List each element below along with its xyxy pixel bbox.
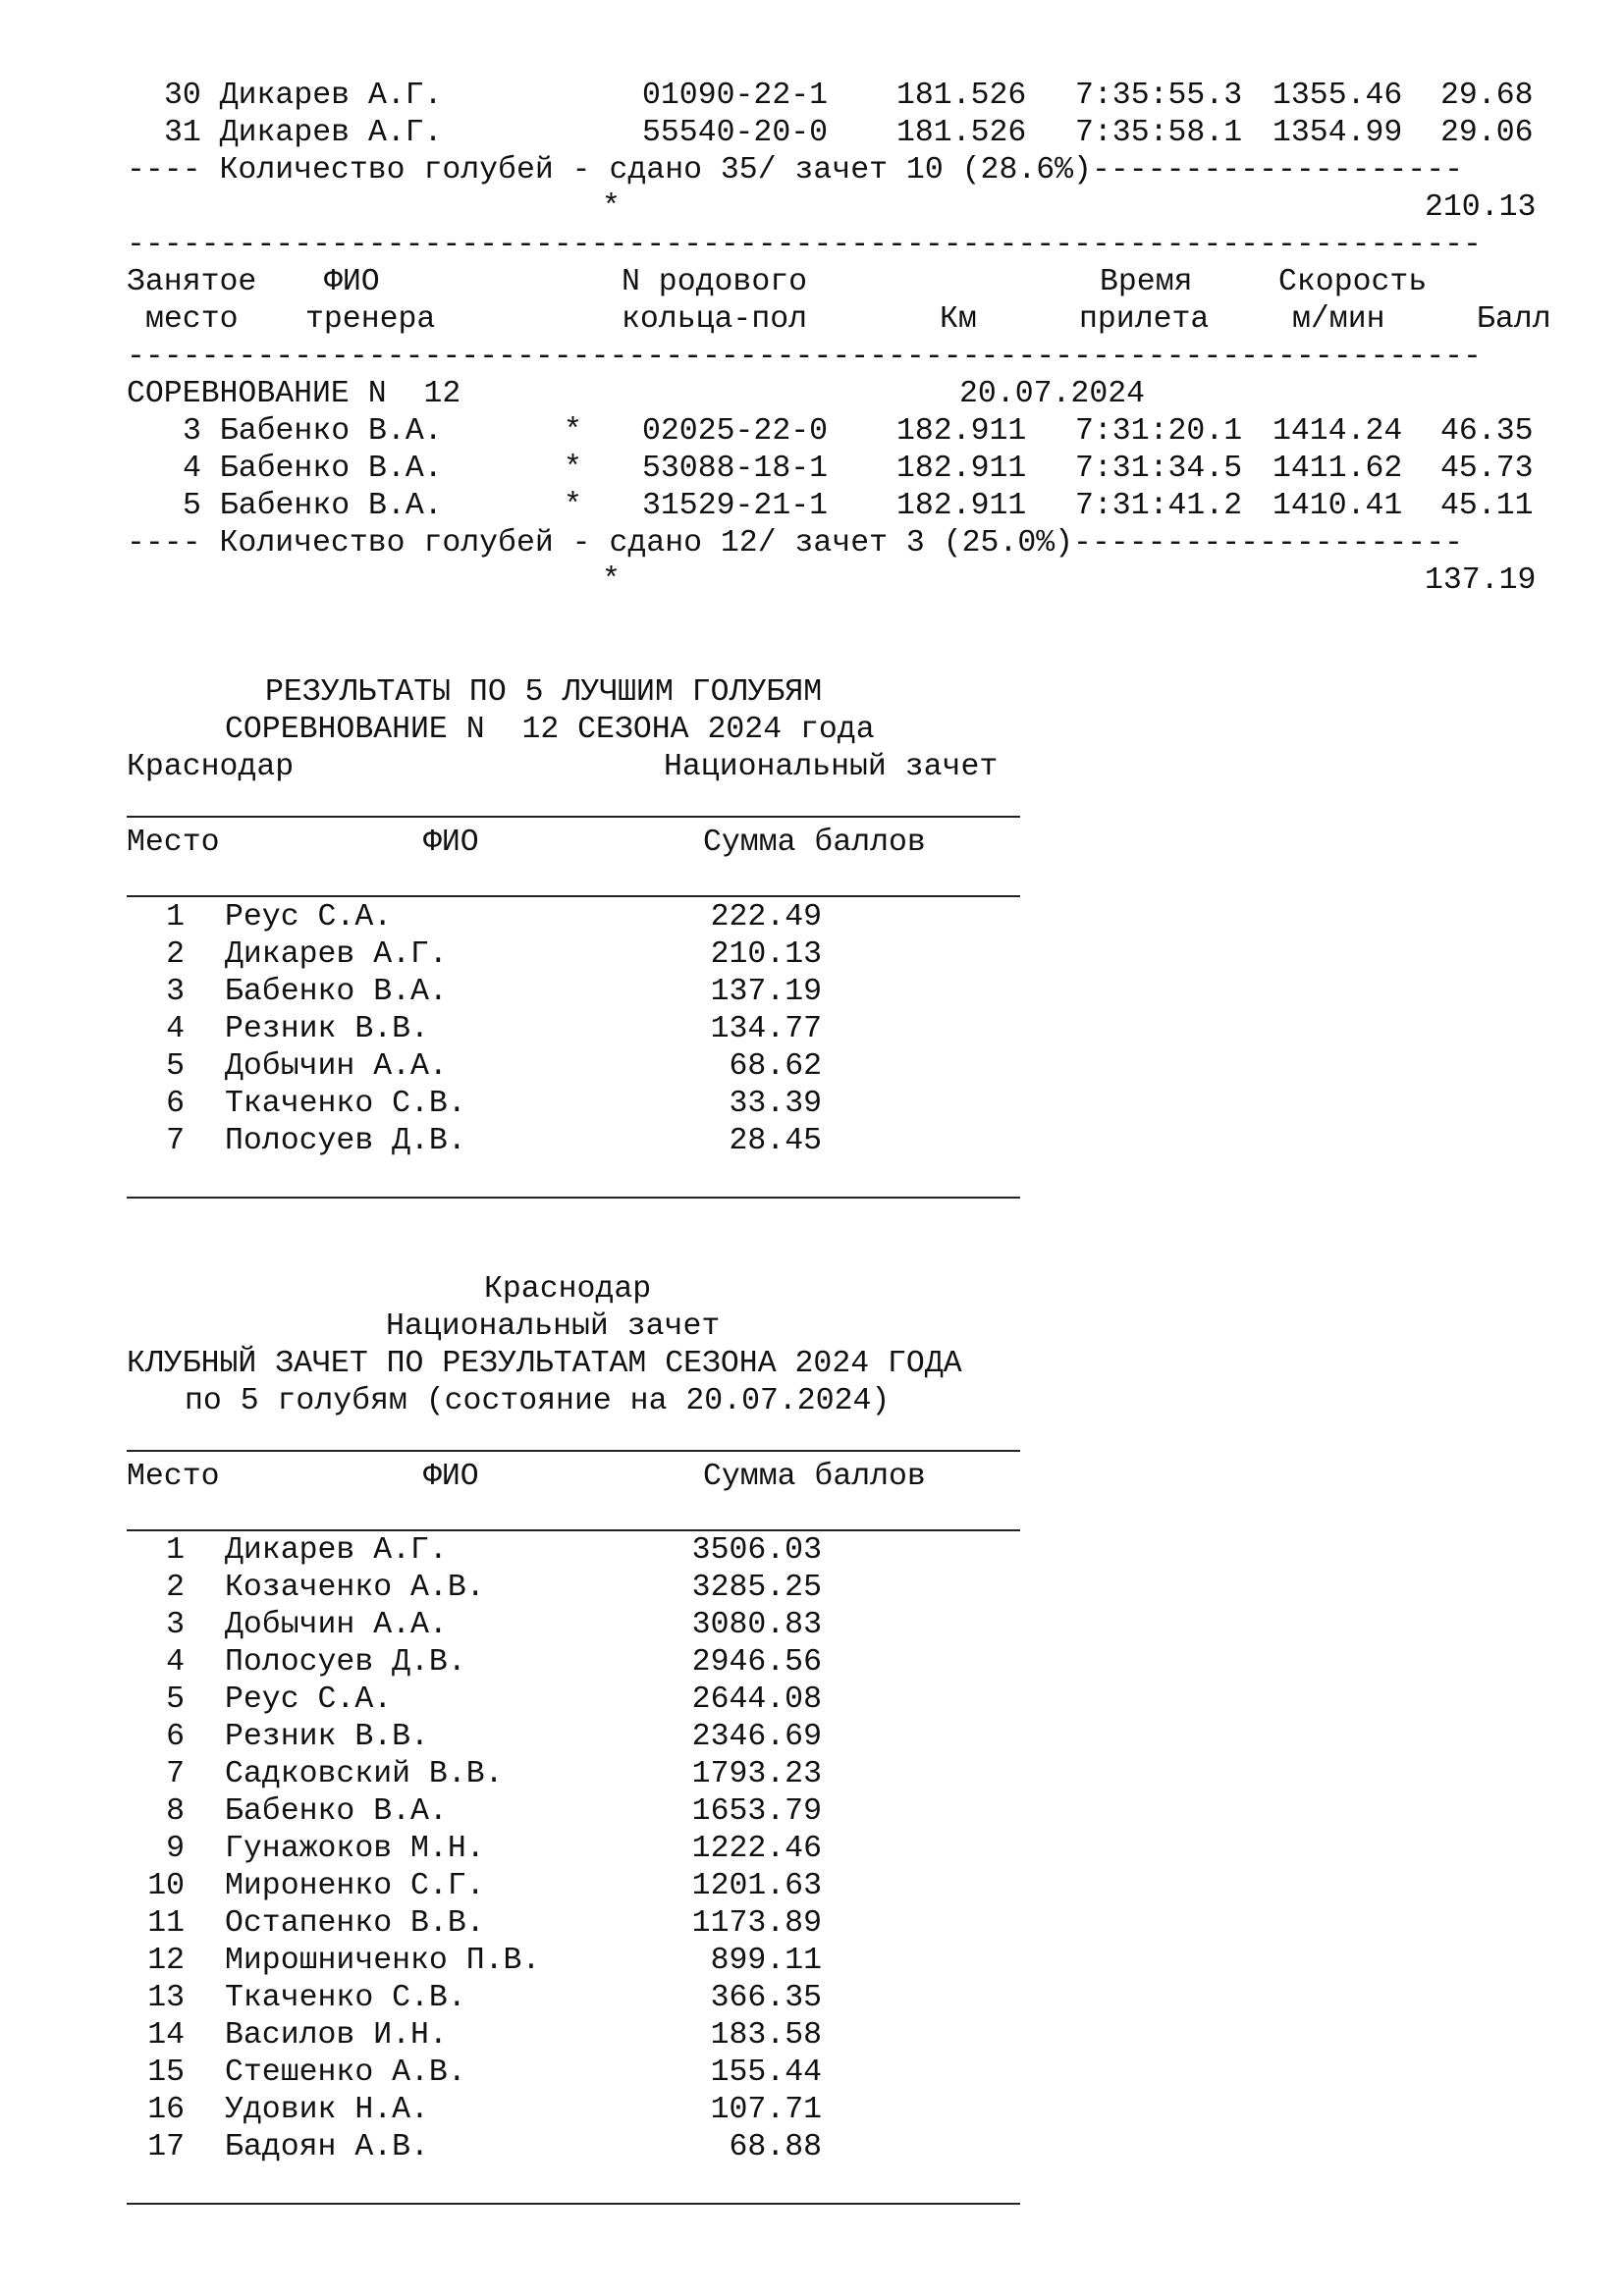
ring: 02025-22-0 (642, 414, 829, 449)
row-sum: 68.88 (729, 2130, 822, 2164)
name: Бабенко В.А. (219, 414, 443, 449)
col-name: ФИО (423, 826, 479, 860)
ring: 53088-18-1 (642, 452, 829, 486)
result-row (127, 488, 1534, 525)
row-place: 8 (166, 1794, 185, 1829)
row-place: 9 (166, 1832, 185, 1866)
row-place: 2 (166, 937, 185, 972)
km: 181.526 (896, 79, 1027, 113)
dash-rule: ------------------------------------------------------------------------- (127, 228, 1482, 262)
row-sum: 1201.63 (691, 1869, 822, 1903)
ring: 31529-21-1 (642, 489, 829, 523)
result-row (127, 115, 1534, 152)
speed: 1355.46 (1272, 79, 1403, 113)
place: 30 (164, 79, 201, 113)
row-sum: 183.58 (710, 2018, 822, 2053)
km: 182.911 (896, 414, 1027, 449)
season-city-text: Краснодар (484, 1272, 652, 1307)
best5-subtitle (127, 712, 875, 749)
row-name: Гунажоков М.Н. (225, 1832, 485, 1866)
season-zachet-text: Национальный зачет (386, 1309, 721, 1344)
name: Бабенко В.А. (219, 489, 443, 523)
row-name: Садковский В.В. (225, 1757, 504, 1791)
row-place: 5 (166, 1682, 185, 1717)
row-name: Стешенко А.В. (225, 2056, 466, 2090)
row-place: 10 (147, 1869, 185, 1903)
row-sum: 3080.83 (691, 1608, 822, 1642)
table-header-row1 (127, 264, 1428, 301)
result-row (127, 413, 1534, 451)
result-row (127, 451, 1534, 488)
place: 5 (183, 489, 201, 523)
km: 182.911 (896, 452, 1027, 486)
points: 46.35 (1440, 414, 1534, 449)
season-city (127, 1271, 651, 1308)
col-place: Место (127, 826, 220, 860)
row-place: 6 (166, 1720, 185, 1754)
row-name: Дикарев А.Г. (225, 937, 448, 972)
row-name: Полосуев Д.В. (225, 1645, 466, 1680)
row-sum: 210.13 (710, 937, 822, 972)
row-place: 12 (147, 1944, 185, 1978)
competition-label: СОРЕВНОВАНИЕ N 12 (127, 377, 461, 411)
header-time: Время (1100, 265, 1193, 299)
row-place: 16 (147, 2093, 185, 2127)
table-header-row2 (127, 301, 1551, 339)
row-sum: 1173.89 (691, 1906, 822, 1941)
mark: * (564, 489, 582, 523)
best5-rule-mid (127, 895, 1020, 897)
season-rule-bottom (127, 2203, 1020, 2205)
row-name: Резник В.В. (225, 1012, 429, 1046)
header-place2: место (145, 302, 239, 337)
row-place: 7 (166, 1124, 185, 1158)
row-place: 2 (166, 1571, 185, 1605)
season-rule-top (127, 1450, 1020, 1452)
summary-line: ---- Количество голубей - сдано 35/ зачет 10 (28.6%)-------------------- (127, 153, 1464, 187)
row-place: 4 (166, 1645, 185, 1680)
best5-city-line (127, 749, 999, 786)
best5-header (127, 825, 926, 862)
row-place: 6 (166, 1087, 185, 1121)
row-sum: 899.11 (710, 1944, 822, 1978)
season-subtitle (127, 1383, 890, 1420)
time: 7:31:34.5 (1075, 452, 1243, 486)
row-name: Бабенко В.А. (225, 1794, 448, 1829)
row-name: Добычин А.А. (225, 1608, 448, 1642)
season-subtitle-text: по 5 голубям (состояние на 20.07.2024) (185, 1384, 891, 1418)
total-value: 137.19 (1425, 563, 1537, 598)
points: 45.11 (1440, 489, 1534, 523)
row-sum: 137.19 (710, 975, 822, 1009)
points: 45.73 (1440, 452, 1534, 486)
name: Бабенко В.А. (219, 452, 443, 486)
header-points: Балл (1477, 302, 1551, 337)
row-sum: 1222.46 (691, 1832, 822, 1866)
total-star: * (602, 190, 621, 225)
row-sum: 2644.08 (691, 1682, 822, 1717)
row-place: 14 (147, 2018, 185, 2053)
speed: 1411.62 (1272, 452, 1403, 486)
header-trainer: тренера (305, 302, 436, 337)
row-name: Мироненко С.Г. (225, 1869, 485, 1903)
row-name: Реус С.А. (225, 900, 393, 934)
best5-subtitle-text: СОРЕВНОВАНИЕ N 12 СЕЗОНА 2024 года (225, 713, 875, 747)
row-place: 3 (166, 975, 185, 1009)
header-arrival: прилета (1079, 302, 1210, 337)
header-place: Занятое (127, 265, 257, 299)
row-sum: 2346.69 (691, 1720, 822, 1754)
summary-line: ---- Количество голубей - сдано 12/ зачет 3 (25.0%)--------------------- (127, 526, 1464, 561)
time: 7:35:55.3 (1075, 79, 1243, 113)
header-km: Км (940, 302, 977, 337)
row-name: Удовик Н.А. (225, 2093, 429, 2127)
header-ring2: кольца-пол (622, 302, 808, 337)
season-rule-mid (127, 1529, 1020, 1531)
row-name: Резник В.В. (225, 1720, 429, 1754)
row-sum: 33.39 (729, 1087, 822, 1121)
row-name: Ткаченко С.В. (225, 1981, 466, 2015)
header-speed: Скорость (1278, 265, 1428, 299)
mark: * (564, 452, 582, 486)
header-ring: N родового (622, 265, 808, 299)
row-name: Василов И.Н. (225, 2018, 448, 2053)
row-sum: 1793.23 (691, 1757, 822, 1791)
speed: 1414.24 (1272, 414, 1403, 449)
row-sum: 68.62 (729, 1049, 822, 1084)
time: 7:31:20.1 (1075, 414, 1243, 449)
speed: 1354.99 (1272, 116, 1403, 150)
time: 7:35:58.1 (1075, 116, 1243, 150)
dash-rule: ------------------------------------------------------------------------- (127, 340, 1482, 374)
season-zachet (127, 1308, 720, 1346)
row-place: 15 (147, 2056, 185, 2090)
points: 29.06 (1440, 116, 1534, 150)
name: Дикарев А.Г. (219, 116, 443, 150)
ring: 01090-22-1 (642, 79, 829, 113)
row-name: Бадоян А.В. (225, 2130, 429, 2164)
season-header (127, 1459, 926, 1496)
total-value: 210.13 (1425, 190, 1537, 225)
best5-rule-bottom (127, 1197, 1020, 1199)
col-sum: Сумма баллов (703, 826, 926, 860)
col-place: Место (127, 1460, 220, 1494)
header-name: ФИО (324, 265, 380, 299)
ring: 55540-20-0 (642, 116, 829, 150)
row-sum: 222.49 (710, 900, 822, 934)
mark: * (564, 414, 582, 449)
row-sum: 366.35 (710, 1981, 822, 2015)
row-place: 3 (166, 1608, 185, 1642)
km: 182.911 (896, 489, 1027, 523)
row-name: Бабенко В.А. (225, 975, 448, 1009)
row-name: Мирошниченко П.В. (225, 1944, 541, 1978)
best5-rule-top (127, 816, 1020, 818)
row-place: 7 (166, 1757, 185, 1791)
row-name: Реус С.А. (225, 1682, 393, 1717)
total-star: * (602, 563, 621, 598)
col-sum: Сумма баллов (703, 1460, 926, 1494)
row-sum: 1653.79 (691, 1794, 822, 1829)
row-name: Добычин А.А. (225, 1049, 448, 1084)
row-sum: 155.44 (710, 2056, 822, 2090)
row-place: 4 (166, 1012, 185, 1046)
row-sum: 3506.03 (691, 1533, 822, 1568)
row-place: 5 (166, 1049, 185, 1084)
season-title: КЛУБНЫЙ ЗАЧЕТ ПО РЕЗУЛЬТАТАМ СЕЗОНА 2024 ГОДА (127, 1347, 962, 1381)
place: 31 (164, 116, 201, 150)
speed: 1410.41 (1272, 489, 1403, 523)
time: 7:31:41.2 (1075, 489, 1243, 523)
best5-city: Краснодар (127, 750, 295, 784)
competition-line (127, 376, 1146, 413)
best5-title (127, 674, 822, 712)
name: Дикарев А.Г. (219, 79, 443, 113)
km: 181.526 (896, 116, 1027, 150)
row-name: Дикарев А.Г. (225, 1533, 448, 1568)
points: 29.68 (1440, 79, 1534, 113)
row-place: 13 (147, 1981, 185, 2015)
row-place: 1 (166, 1533, 185, 1568)
row-name: Козаченко А.В. (225, 1571, 485, 1605)
row-name: Полосуев Д.В. (225, 1124, 466, 1158)
row-sum: 134.77 (710, 1012, 822, 1046)
place: 3 (183, 414, 201, 449)
row-sum: 2946.56 (691, 1645, 822, 1680)
row-place: 17 (147, 2130, 185, 2164)
header-mmin: м/мин (1292, 302, 1385, 337)
row-place: 1 (166, 900, 185, 934)
row-sum: 3285.25 (691, 1571, 822, 1605)
col-name: ФИО (423, 1460, 479, 1494)
row-name: Ткаченко С.В. (225, 1087, 466, 1121)
row-sum: 28.45 (729, 1124, 822, 1158)
best5-zachet: Национальный зачет (664, 750, 999, 784)
row-place: 11 (147, 1906, 185, 1941)
competition-date: 20.07.2024 (959, 377, 1146, 411)
place: 4 (183, 452, 201, 486)
row-sum: 107.71 (710, 2093, 822, 2127)
result-row (127, 78, 1534, 115)
row-name: Остапенко В.В. (225, 1906, 485, 1941)
best5-title-text: РЕЗУЛЬТАТЫ ПО 5 ЛУЧШИМ ГОЛУБЯМ (265, 675, 823, 710)
